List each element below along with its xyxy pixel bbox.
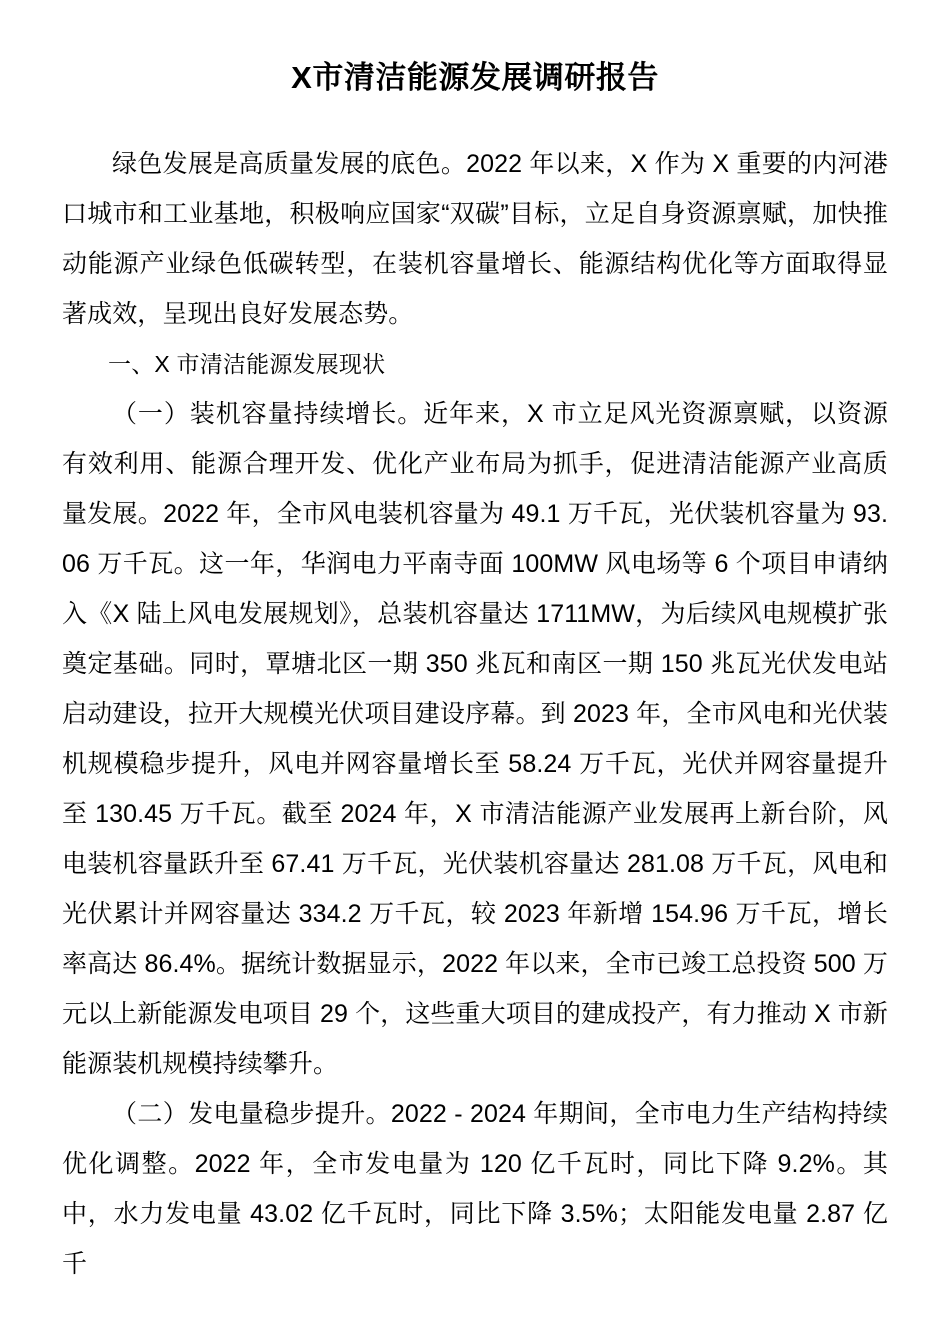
section-heading-one: 一、X 市清洁能源发展现状 (108, 351, 386, 377)
subsection-one-paragraph: （一）装机容量持续增长。近年来，X 市立足风光资源禀赋，以资源有效利用、能源合理开发、优化产业布局为抓手，促进清洁能源产业高质量发展。2022 年，全市风电装机容量为 49.1 万千瓦，光伏装机容量为 93.06 万千瓦。这一年，华润电力平南寺面 100MW 风电场等 6 个项目申请纳入《X 陆上风电发展规划》，总装机容量达 1711MW，为后续风电规模扩张奠定基础。同时，覃塘北区一期 350 兆瓦和南区一期 150 兆瓦光伏发电站启动建设，拉开大规模光伏项目建设序幕。到 2023 年，全市风电和光伏装机规模稳步提升，风电并网容量增长至 58.24 万千瓦，光伏并网容量提升至 130.45 万千瓦。截至 2024 年，X 市清洁能源产业发展再上新台阶，风电装机容量跃升至 67.41 万千瓦，光伏装机容量达 281.08 万千瓦，风电和光伏累计并网容量达 334.2 万千瓦，较 2023 年新增 154.96 万千瓦，增长率高达 86.4%。据统计数据显示，2022 年以来，全市已竣工总投资 500 万元以上新能源发电项目 29 个，这些重大项目的建成投产，有力推动 X 市新能源装机规模持续攀升。 (62, 400, 888, 1078)
title-body-spacer (62, 93, 888, 139)
document-content (62, 0, 888, 1289)
subsection-two-paragraph: （二）发电量稳步提升。2022 - 2024 年期间，全市电力生产结构持续优化调整。2022 年，全市发电量为 120 亿千瓦时，同比下降 9.2%。其中，水力发电量 43.02 亿千瓦时，同比下降 3.5%；太阳能发电量 2.87 亿千 (62, 1100, 888, 1278)
page-title: X市清洁能源发展调研报告 (291, 60, 659, 95)
intro-paragraph: 绿色发展是高质量发展的底色。2022 年以来，X 作为 X 重要的内河港口城市和工业基地，积极响应国家“双碳”目标，立足自身资源禀赋，加快推动能源产业绿色低碳转型，在装机容量增长、能源结构优化等方面取得显著成效，呈现出良好发展态势。 (62, 150, 888, 328)
